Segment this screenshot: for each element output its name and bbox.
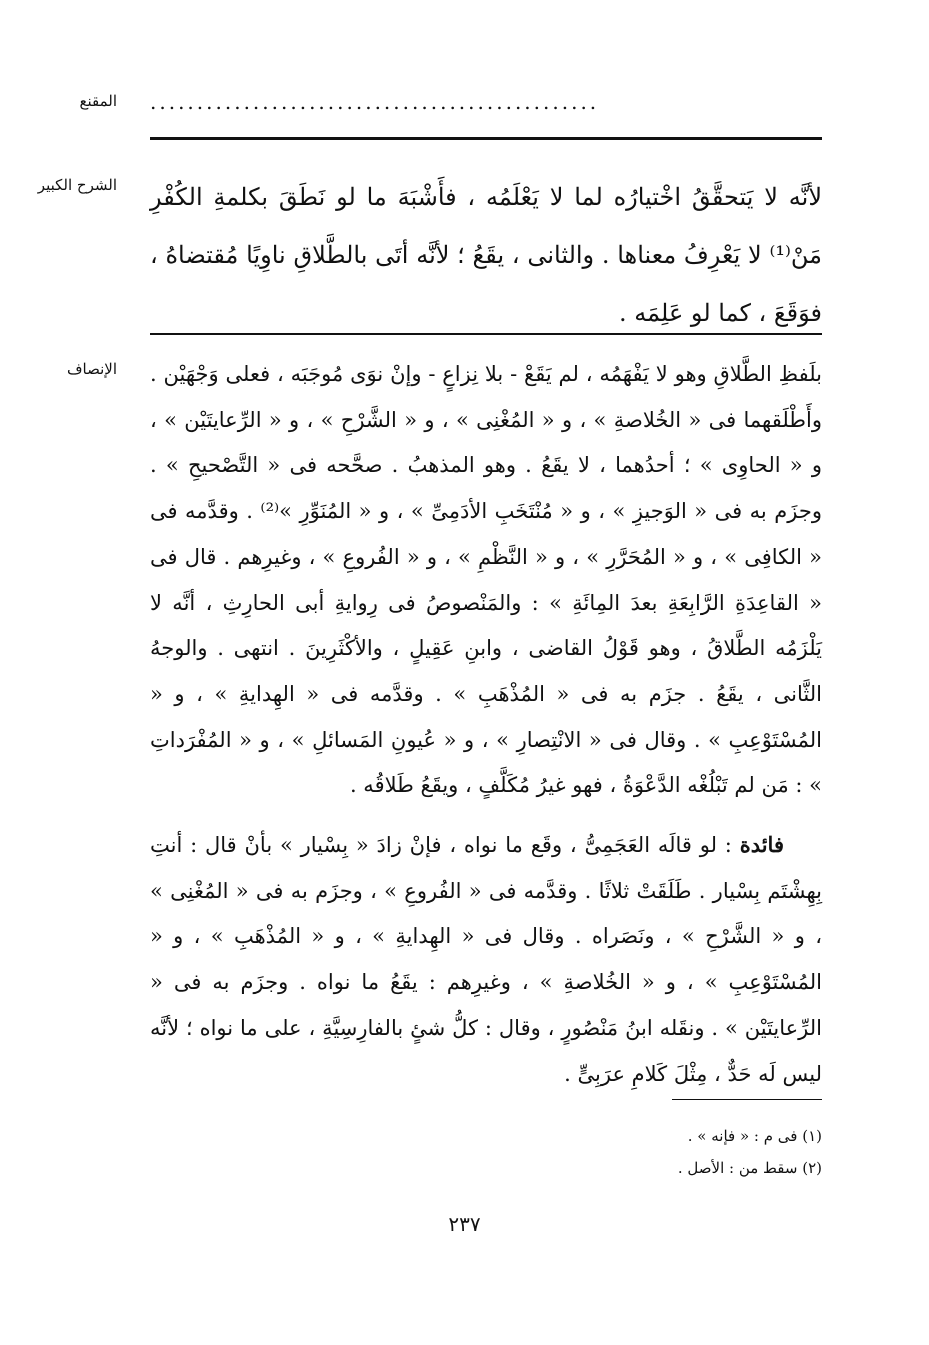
faida-paragraph (150, 822, 822, 1097)
insaf-text-block (150, 352, 822, 809)
header-rule (150, 137, 822, 140)
insaf-label: الإنصاف (66, 360, 117, 378)
sharh-paragraph: لأنَّه لا يَتحقَّقُ اخْتيارُه لما لا يَعْلَمُه ، فأَشْبَهَ ما لو نَطَقَ بكلمةِ الكُفْرِ مَنْ⁽¹⁾ لا يَعْرِفُ معناها . والثانى ، يقَعُ ؛ لأنَّه أتَى بالطَّلاقِ ناوِيًا مُقتضاهُ ، فوَقَعَ ، كما لو عَلِمَه . (150, 183, 822, 327)
page-number: ٢٣٧ (448, 1212, 481, 1236)
footnote-2: (٢) سقط من : الأصل . (677, 1159, 822, 1177)
faida-text-block (150, 822, 822, 1097)
book-title: المقنع (79, 92, 117, 110)
footnote-rule (672, 1099, 822, 1100)
faida-text: : لو قالَه العَجَمِىُّ ، وقَع ما نواه ، فإنْ زادَ « بِسْيار » بأنْ قال : أنتِ بِهِشْتَم بِسْيار . طَلَقَتْ ثلاثًا . وقدَّمه فى « الفُروعِ » ، وجزَم به فى « المُغْنِى » ، و « الشَّرْحِ » ، ونَصَراه . وقال فى « الهِدايةِ » ، و « المُذْهَبِ » ، و « المُسْتَوْعِبِ » ، و « الخُلاصةِ » ، وغيرِهم : يقَعُ ما نواه . وجزَم به فى « الرِّعايتَيْن » . ونقَله ابنُ مَنْصُورٍ ، وقال : كلُّ شئٍ بالفارِسِيَّةِ ، على ما نواه ؛ لأنَّه ليس لَه حَدٌّ ، مِثْلَ كَلامِ عرَبِىٍّ . (150, 833, 822, 1086)
section-divider (150, 333, 822, 335)
insaf-paragraph: بلَفظِ الطَّلاقِ وهو لا يَفْهَمُه ، لم يَقَعْ - بلا نِزاعٍ - وإنْ نوَى مُوجَبَه ، فعلى وَجْهَيْن . وأَطْلَقهما فى « الخُلاصةِ » ، و « المُغْنِى » ، و « الشَّرْحِ » ، و « الرِّعايتَيْن » ، و « الحاوِى » ؛ أحدُهما ، لا يقَعُ . وهو المذهبُ . صحَّحه فى « التَّصْحيحِ » . وجزَم به فى « الوَجيزِ » ، و « مُنْتَخَبِ الأدَمِىِّ » ، و « المُنَوِّرِ »⁽²⁾ . وقدَّمه فى « الكافِى » ، و « المُحَرَّرِ » ، و « النَّظْمِ » ، و « الفُروعِ » ، وغيرِهم . قال فى « القاعِدَةِ الرَّابِعَةِ بعدَ المِائَةِ » : والمَنْصوصُ فى رِوايةِ أبى الحارِثِ ، أنَّه لا يَلْزَمُه الطَّلاقُ ، وهو قَوْلُ القاضى ، وابنِ عَقِيلٍ ، والأكْثَرِينَ . انتهى . والوجهُ الثَّانى ، يقَعُ . جزَم به فى « المُذْهَبِ » . وقدَّمه فى « الهِدايةِ » ، و « المُسْتَوْعِبِ » . وقال فى « الانْتِصارِ » ، و « عُيونِ المَسائلِ » ، و « المُفْرَداتِ » : مَن لم تَبْلُغْه الدَّعْوَةُ ، فهو غيرُ مُكَلَّفٍ ، ويقَعُ طَلاقُه . (150, 362, 822, 798)
footnotes (450, 1120, 822, 1184)
header-dotted-line: ................................................ (150, 92, 600, 112)
sharh-text-block (150, 168, 822, 342)
sharh-label: الشرح الكبير (37, 176, 117, 194)
faida-label: فائدة (739, 832, 784, 857)
footnote-1: (١) فى م : « فإنه » . (687, 1127, 822, 1145)
